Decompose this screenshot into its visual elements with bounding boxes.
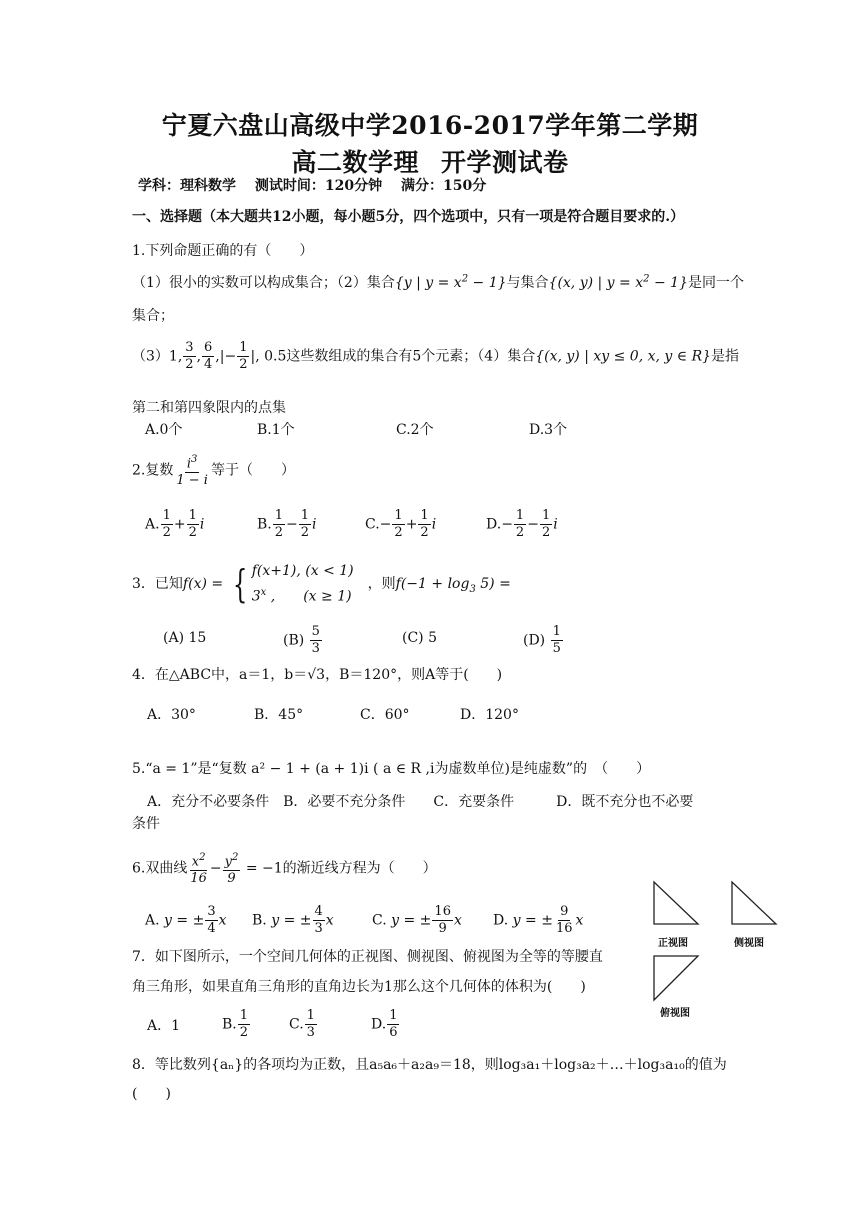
q3-option-a: (A) 15 (163, 630, 207, 646)
section-heading: 一、选择题（本大题共12小题，每小题5分，四个选项中，只有一项是符合题目要求的.） (132, 209, 685, 225)
q3-option-d: (D) $\frac{1}{5}$ (523, 624, 561, 656)
q2-stem: 2.复数 $\frac{i^3}{1 - i}$ 等于（ ） (132, 454, 295, 489)
q7-option-a: A．1 (147, 1018, 181, 1034)
q4-stem: 4．在△ABC中，a＝1，b＝√3，B＝120°，则A等于( ) (132, 667, 503, 683)
q4-option-d: D．120° (460, 707, 519, 723)
side-view-label: 侧视图 (734, 938, 764, 949)
title-course: 高二数学理 (291, 148, 419, 177)
q5-stem: 5.“a = 1”是“复数 a² − 1 + (a + 1)i ( a ∈ R ,i为虚数单位)是纯虚数”的 （ ） (132, 761, 651, 777)
exam-meta (138, 175, 500, 195)
q6-option-b: B. y = ± $\frac{4}{3}$ x (252, 904, 334, 936)
q3-option-c: (C) 5 (402, 630, 437, 646)
top-view-label: 俯视图 (660, 1008, 690, 1019)
q2-option-b: B. $\frac{1}{2}$ − $\frac{1}{2}$ i (257, 508, 317, 540)
q4-option-b: B．45° (254, 707, 304, 723)
q6-option-c: C. y = ± $\frac{16}{9}$ x (372, 904, 462, 936)
q1-option-d: D.3个 (529, 422, 568, 438)
q4-option-a: A．30° (147, 707, 196, 723)
front-view-label: 正视图 (658, 938, 688, 949)
q1-option-c: C.2个 (396, 422, 434, 438)
q1-statement-3-4: （3）1, $\frac{3}{2}$ , $\frac{6}{4}$ ,|− $\frac{1}{2}$ |, 0.5这些数组成的集合有5个元素；（4）集合{(x, y) | xy ≤ 0, x, y ∈ R}是指 (132, 340, 740, 372)
q2-option-c: C.− $\frac{1}{2}$ + $\frac{1}{2}$ i (365, 508, 437, 540)
q6-option-a: A. y = ± $\frac{3}{4}$ x (145, 904, 227, 936)
q1-option-b: B.1个 (257, 422, 295, 438)
q6-option-d: D. y = ± $\frac{9}{16}$ x (493, 904, 584, 936)
q5-options-cont: 条件 (132, 816, 160, 832)
q6-stem: 6.双曲线 $\frac{x^2}{16}$ − $\frac{y^2}{9}$ = −1的渐近线方程为（ ） (132, 852, 437, 887)
q1-statement-cont2: 第二和第四象限内的点集 (132, 400, 286, 416)
meta-subject: 学科：理科数学 (138, 178, 236, 194)
exam-title-line2 (0, 143, 860, 179)
q8-line1: 8．等比数列{aₙ}的各项均为正数，且a₅a₆＋a₂a₉＝18，则log₃a₁＋log₃a₂＋…＋log₃a₁₀的值为 (132, 1057, 727, 1073)
q3-stem: 3．已知f(x) = { f(x+1), (x < 1) 3$^x$ , (x ≥ 1) ，则$f(-1 + \log_3 5)$ = (132, 561, 511, 606)
q7-option-d: D. $\frac{1}{6}$ (371, 1008, 398, 1040)
side-view-triangle (732, 882, 776, 924)
q5-options: A．充分不必要条件 B．必要不充分条件 C．充要条件 D．既不充分也不必要 (147, 794, 694, 810)
q1-option-a: A.0个 (145, 422, 183, 438)
top-view-triangle (654, 956, 698, 1000)
front-view-triangle (654, 882, 698, 924)
q8-line2: ( ) (132, 1086, 171, 1102)
q4-option-c: C．60° (360, 707, 410, 723)
meta-score: 满分：150分 (400, 178, 487, 194)
q7-line2: 角三角形，如果直角三角形的直角边长为1那么这个几何体的体积为( ) (132, 979, 586, 995)
meta-time: 测试时间：120分钟 (254, 178, 383, 194)
exam-title-line1: 宁夏六盘山高级中学2016-2017学年第二学期 (161, 111, 699, 140)
q7-line1: 7．如下图所示，一个空间几何体的正视图、侧视图、俯视图为全等的等腰直 (132, 949, 603, 965)
q1-statement-1-2: （1）很小的实数可以构成集合；（2）集合{y | $y = x^2 - 1$}与集合{(x, y) | $y = x^2 - 1$}是同一个 (132, 273, 744, 291)
title-test: 开学测试卷 (441, 148, 569, 177)
q1-stem: 1.下列命题正确的有（ ） (132, 243, 314, 259)
q7-option-c: C. $\frac{1}{3}$ (289, 1008, 315, 1040)
q3-option-b: (B) $\frac{5}{3}$ (283, 624, 320, 656)
q1-statement-cont: 集合； (132, 308, 174, 324)
q2-option-a: A. $\frac{1}{2}$ + $\frac{1}{2}$ i (145, 508, 205, 540)
q7-option-b: B. $\frac{1}{2}$ (222, 1008, 249, 1040)
q2-option-d: D.− $\frac{1}{2}$ − $\frac{1}{2}$ i (486, 508, 558, 540)
